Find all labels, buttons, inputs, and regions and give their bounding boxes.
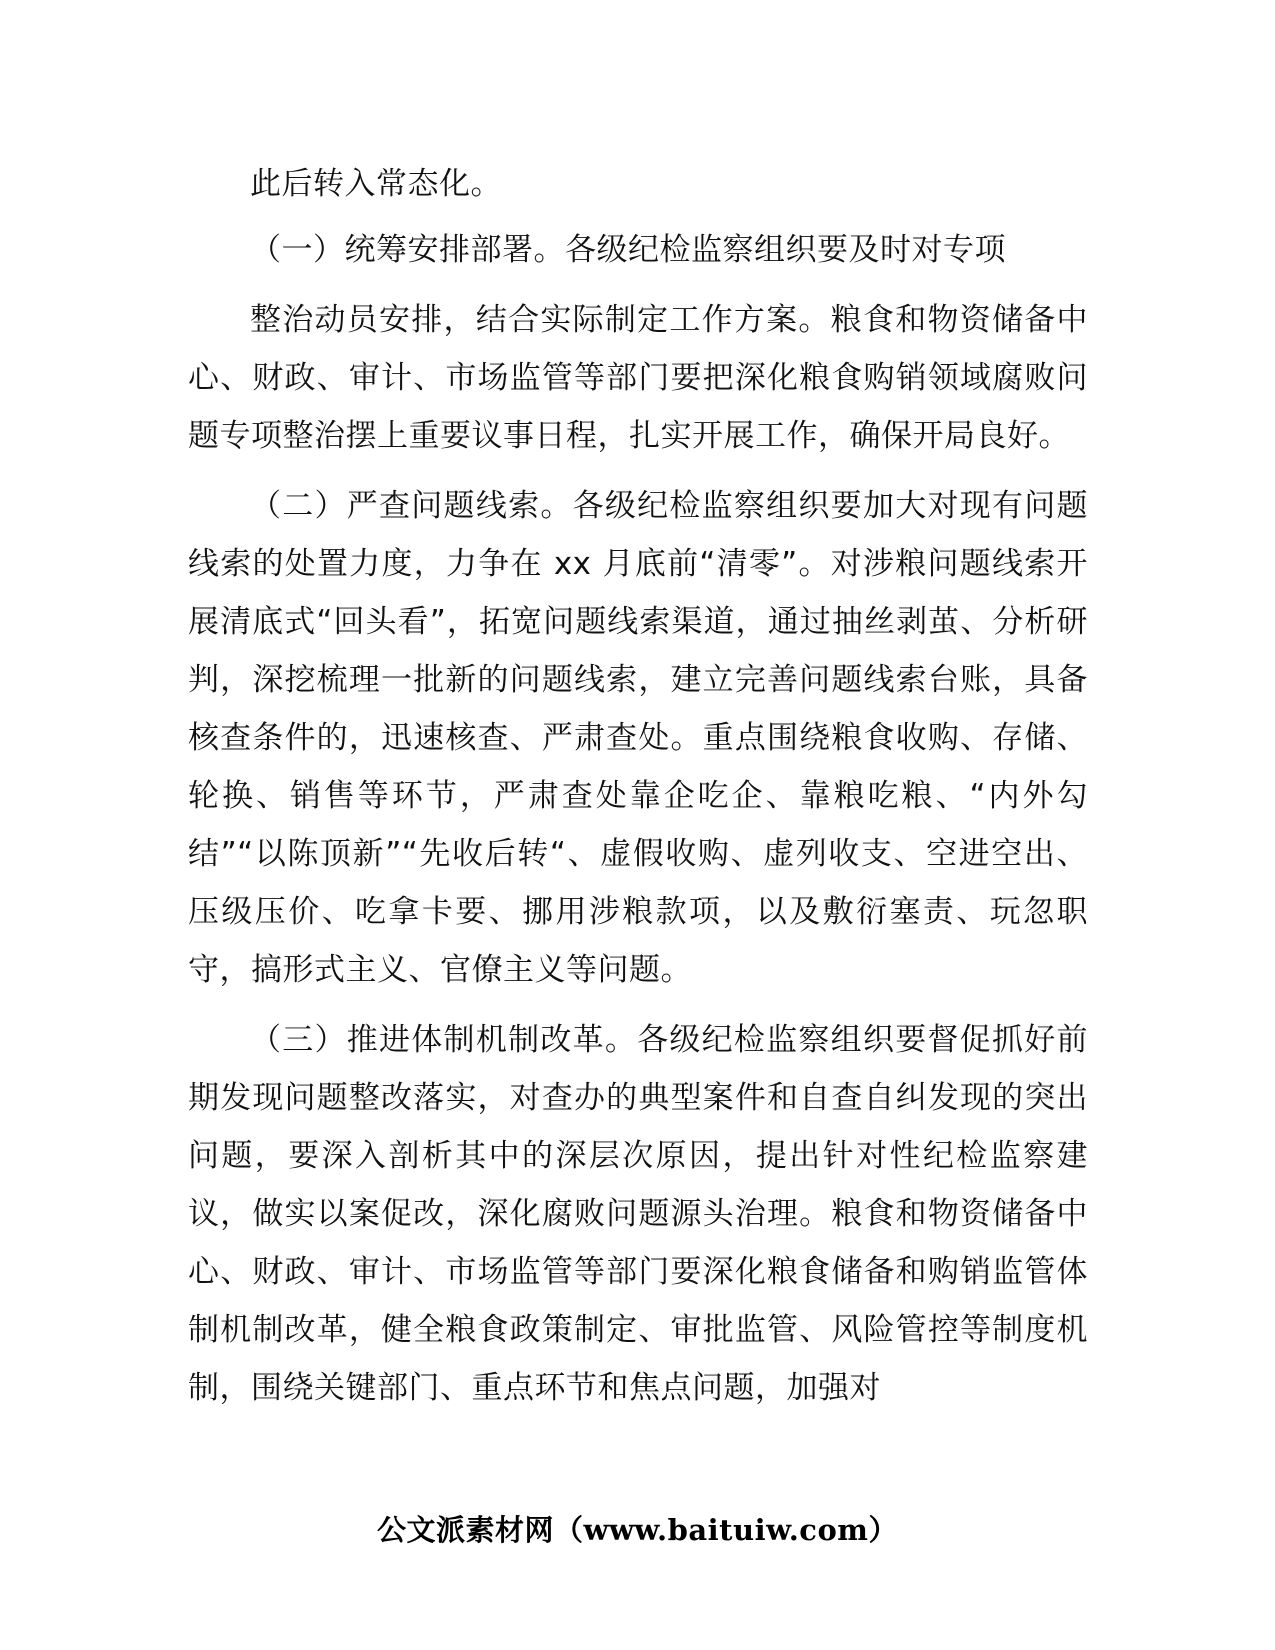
paragraph-continuation: 此后转入常态化。 <box>250 166 502 202</box>
footer-watermark: 公文派素材网（www.baituiw.com） <box>377 1513 898 1547</box>
document-body <box>188 155 1088 1429</box>
paragraph-section-one-body: 整治动员安排，结合实际制定工作方案。粮食和物资储备中心、财政、审计、市场监管等部门要把深化粮食购销领域腐败问题专项整治摆上重要议事日程，扎实开展工作，确保开局良好。 <box>188 302 1088 454</box>
paragraph-section-one-heading: （一）统筹安排部署。各级纪检监察组织要及时对专项 <box>250 232 1006 268</box>
paragraph-section-two: （二）严查问题线索。各级纪检监察组织要加大对现有问题线索的处置力度，力争在 xx 月底前“清零”。对涉粮问题线索开展清底式“回头看”，拓宽问题线索渠道，通过抽丝剥茧、分析研判，深挖梳理一批新的问题线索，建立完善问题线索台账，具备核查条件的，迅速核查、严肃查处。重点围绕粮食收购、存储、轮换、销售等环节，严肃查处靠企吃企、靠粮吃粮、“内外勾结”“以陈顶新”“先收后转“、虚假收购、虚列收支、空进空出、压级压价、吃拿卡要、挪用涉粮款项，以及敷衍塞责、玩忽职守，搞形式主义、官僚主义等问题。 <box>188 488 1088 988</box>
paragraph-section-three: （三）推进体制机制改革。各级纪检监察组织要督促抓好前期发现问题整改落实，对查办的典型案件和自查自纠发现的突出问题，要深入剖析其中的深层次原因，提出针对性纪检监察建议，做实以案促改，深化腐败问题源头治理。粮食和物资储备中心、财政、审计、市场监管等部门要深化粮食储备和购销监管体制机制改革，健全粮食政策制定、审批监管、风险管控等制度机制，围绕关键部门、重点环节和焦点问题，加强对 <box>188 1022 1088 1406</box>
